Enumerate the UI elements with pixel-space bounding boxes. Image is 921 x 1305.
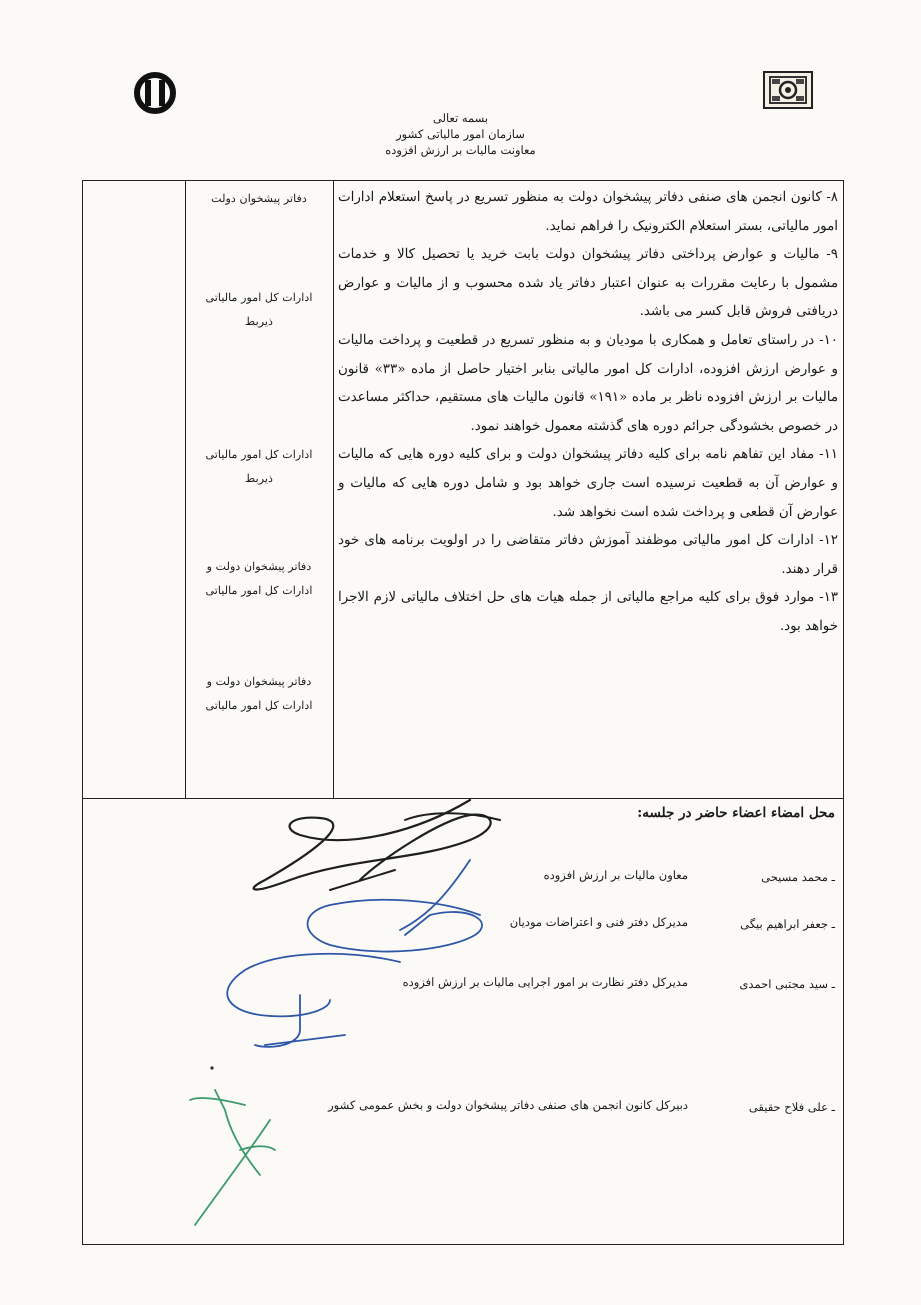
signatures-title: محل امضاء اعضاء حاضر در جلسه: — [637, 805, 835, 821]
clause-10: ۱۰- در راستای تعامل و همکاری با مودیان و به منظور تسریع در قطعیت و پرداخت مالیات و عوارض ارزش افزوده، ادارات کل امور مالیاتی بنابر اختیار حاصل از ماده «۳۳» قانون مالیات بر ارزش افزوده ناظر بر ماده «۱۹۱» قانون مالیات های مستقیم، حداکثر مساعدت در خصوص بخشودگی جرائم دوره های گذشته معمول خواهند نمود. — [338, 332, 838, 434]
responsible-clause-11 — [186, 555, 332, 603]
clause-9: ۹- مالیات و عوارض پرداختی دفاتر پیشخوان دولت بابت خرید یا تحصیل کالا و خدمات مشمول با رعایت مقررات به عنوان اعتبار دفاتر یاد شده محسوب و از مالیات و عوارض دریافتی فروش قابل کسر می باشد. — [338, 247, 838, 320]
signatory-name: ـ سید مجتبی احمدی — [739, 977, 835, 991]
responsible-clause-8 — [186, 187, 332, 211]
clauses-column — [338, 184, 838, 642]
clause-12: ۱۲- ادارات کل امور مالیاتی موظفند آموزش دفاتر متقاضی را در اولویت برنامه های خود قرار دهند. — [338, 533, 838, 577]
responsible-text: دفاتر پیشخوان دولت و — [206, 675, 312, 688]
signatory-role: دبیرکل کانون انجمن های صنفی دفاتر پیشخوان دولت و بخش عمومی کشور — [328, 1098, 688, 1112]
signature-divider — [82, 798, 844, 799]
responsible-text: ذیربط — [244, 472, 273, 485]
responsible-clause-9 — [186, 286, 332, 334]
responsible-text: ادارات کل امور مالیاتی — [205, 699, 313, 712]
signatory-name: ـ محمد مسیحی — [761, 870, 835, 884]
responsible-clause-10 — [186, 443, 332, 491]
signatory-role: معاون مالیات بر ارزش افزوده — [543, 868, 688, 882]
responsible-text: ذیربط — [244, 315, 273, 328]
signatory-role: مدیرکل دفتر نظارت بر امور اجرایی مالیات بر ارزش افزوده — [402, 975, 688, 989]
tax-organization-logo-icon — [762, 70, 814, 110]
responsible-text: ادارات کل امور مالیاتی — [205, 291, 313, 304]
signatory-name: ـ علی فلاح حقیقی — [748, 1100, 835, 1114]
responsible-clause-12 — [186, 670, 332, 718]
header-line-3: معاونت مالیات بر ارزش افزوده — [385, 143, 536, 157]
organization-logo-icon — [134, 70, 176, 116]
header-line-1: بسمه تعالی — [432, 111, 489, 125]
header-line-2: سازمان امور مالیاتی کشور — [396, 127, 525, 141]
document-header — [300, 110, 621, 158]
clause-13: ۱۳- موارد فوق برای کلیه مراجع مالیاتی از جمله هیات های حل اختلاف مالیاتی لازم الاجرا خواهد بود. — [338, 590, 838, 634]
signatory-role: مدیرکل دفتر فنی و اعتراضات مودیان — [509, 915, 688, 929]
signatory-name: ـ جعفر ابراهیم بیگی — [740, 917, 835, 931]
responsible-text: ادارات کل امور مالیاتی — [205, 584, 313, 597]
clause-8: ۸- کانون انجمن های صنفی دفاتر پیشخوان دولت به منظور تسریع در پاسخ استعلام ادارات امور مالیاتی، بستر استعلام الکترونیک را فراهم نماید. — [338, 190, 838, 234]
responsible-text: دفاتر پیشخوان دولت — [211, 192, 307, 205]
clause-11: ۱۱- مفاد این تفاهم نامه برای کلیه دفاتر پیشخوان دولت و برای کلیه دوره هایی که مالیات و عوارض آن به قطعیت نرسیده است جاری خواهد بود و شامل دوره هایی که مالیات و عوارض آن قطعی و پرداخت شده است نخواهد شد. — [338, 447, 838, 520]
responsible-text: دفاتر پیشخوان دولت و — [206, 560, 312, 573]
column-divider-main — [333, 180, 334, 799]
responsible-text: ادارات کل امور مالیاتی — [205, 448, 313, 461]
